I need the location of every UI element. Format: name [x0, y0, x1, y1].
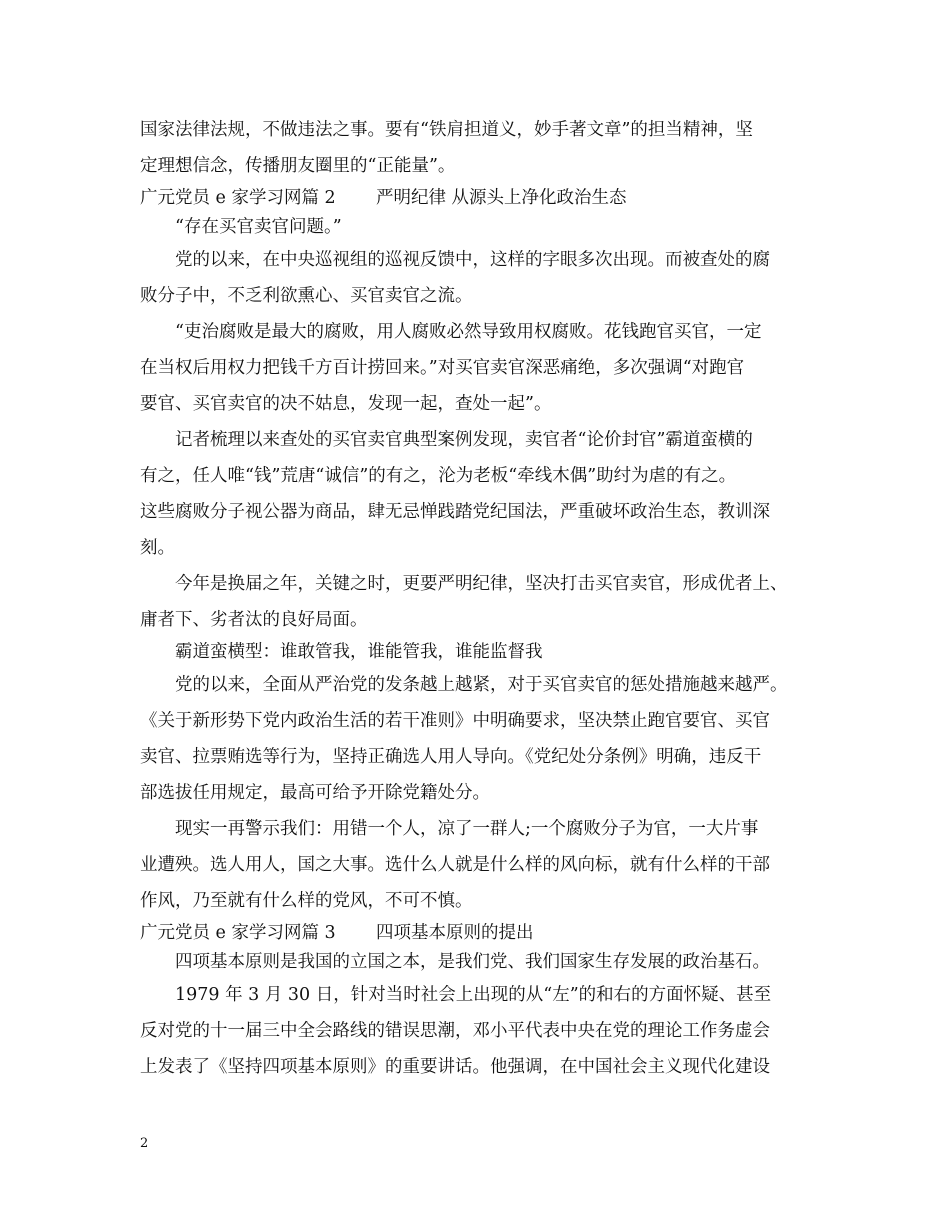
paragraph-line: 现实一再警示我们：用错一个人，凉了一群人;一个腐败分子为官，一大片事 — [175, 819, 759, 839]
section-heading — [140, 184, 830, 213]
paragraph-line: 作风，乃至就有什么样的党风，不可不慎。 — [140, 891, 473, 911]
paragraph-line: “存在买官卖官问题。” — [175, 217, 342, 237]
paragraph-line: 上发表了《坚持四项基本原则》的重要讲话。他强调，在中国社会主义现代化建设 — [140, 1057, 770, 1077]
paragraph-line: 四项基本原则是我国的立国之本，是我们党、我们国家生存发展的政治基石。 — [175, 952, 770, 972]
section-heading-label: 广元党员 e 家学习网篇 2 — [140, 188, 336, 208]
page-number: 2 — [140, 1136, 149, 1151]
paragraph-line: 1979 年 3 月 30 日，针对当时社会上出现的从“左”的和右的方面怀疑、甚至 — [175, 985, 772, 1005]
paragraph-line: 这些腐败分子视公器为商品，肆无忌惮践踏党纪国法，严重破坏政治生态，教训深 — [140, 502, 770, 522]
section-heading-title: 四项基本原则的提出 — [376, 923, 534, 943]
paragraph-line: 定理想信念，传播朋友圈里的“正能量”。 — [140, 156, 456, 176]
paragraph-line: 卖官、拉票贿选等行为，坚持正确选人用人导向。《党纪处分条例》明确，违反干 — [140, 747, 762, 767]
section-heading-label: 广元党员 e 家学习网篇 3 — [140, 923, 336, 943]
paragraph-line: 反对党的十一届三中全会路线的错误思潮，邓小平代表中央在党的理论工作务虚会 — [140, 1021, 770, 1041]
paragraph-line: 要官、买官卖官的决不姑息，发现一起，查处一起”。 — [140, 394, 552, 414]
section-heading — [140, 919, 830, 948]
paragraph-line: 党的以来，在中央巡视组的巡视反馈中，这样的字眼多次出现。而被查处的腐 — [175, 250, 770, 270]
paragraph-line: 《关于新形势下党内政治生活的若干准则》中明确要求，坚决禁止跑官要官、买官 — [140, 711, 770, 731]
paragraph-line: 刻。 — [140, 538, 175, 558]
paragraph-line: 党的以来，全面从严治党的发条越上越紧，对于买官卖官的惩处措施越来越严。 — [175, 675, 788, 695]
paragraph-line: 国家法律法规，不做违法之事。要有“铁肩担道义，妙手著文章”的担当精神，坚 — [140, 120, 753, 140]
paragraph-line: 记者梳理以来查处的买官卖官典型案例发现，卖官者“论价封官”霸道蛮横的 — [175, 430, 753, 450]
paragraph-line: 庸者下、劣者汰的良好局面。 — [140, 610, 368, 630]
section-heading-title: 严明纪律 从源头上净化政治生态 — [376, 188, 627, 208]
document-body — [140, 112, 830, 1085]
paragraph-line: 部选拔任用规定，最高可给予开除党籍处分。 — [140, 783, 490, 803]
paragraph-line: 今年是换届之年，关键之时，更要严明纪律，坚决打击买官卖官，形成优者上、 — [175, 574, 788, 594]
paragraph-line: 业遭殃。选人用人，国之大事。选什么人就是什么样的风向标，就有什么样的干部 — [140, 855, 770, 875]
paragraph-line: “吏治腐败是最大的腐败，用人腐败必然导致用权腐败。花钱跑官买官，一定 — [175, 322, 762, 342]
paragraph-line: 有之，任人唯“钱”荒唐“诚信”的有之，沦为老板“牵线木偶”助纣为虐的有之。 — [140, 466, 737, 486]
subheading-line: 霸道蛮横型：谁敢管我，谁能管我，谁能监督我 — [175, 642, 543, 662]
paragraph-line: 在当权后用权力把钱千方百计捞回来。”对买官卖官深恶痛绝，多次强调“对跑官 — [140, 358, 745, 378]
paragraph-line: 败分子中，不乏利欲熏心、买官卖官之流。 — [140, 286, 473, 306]
